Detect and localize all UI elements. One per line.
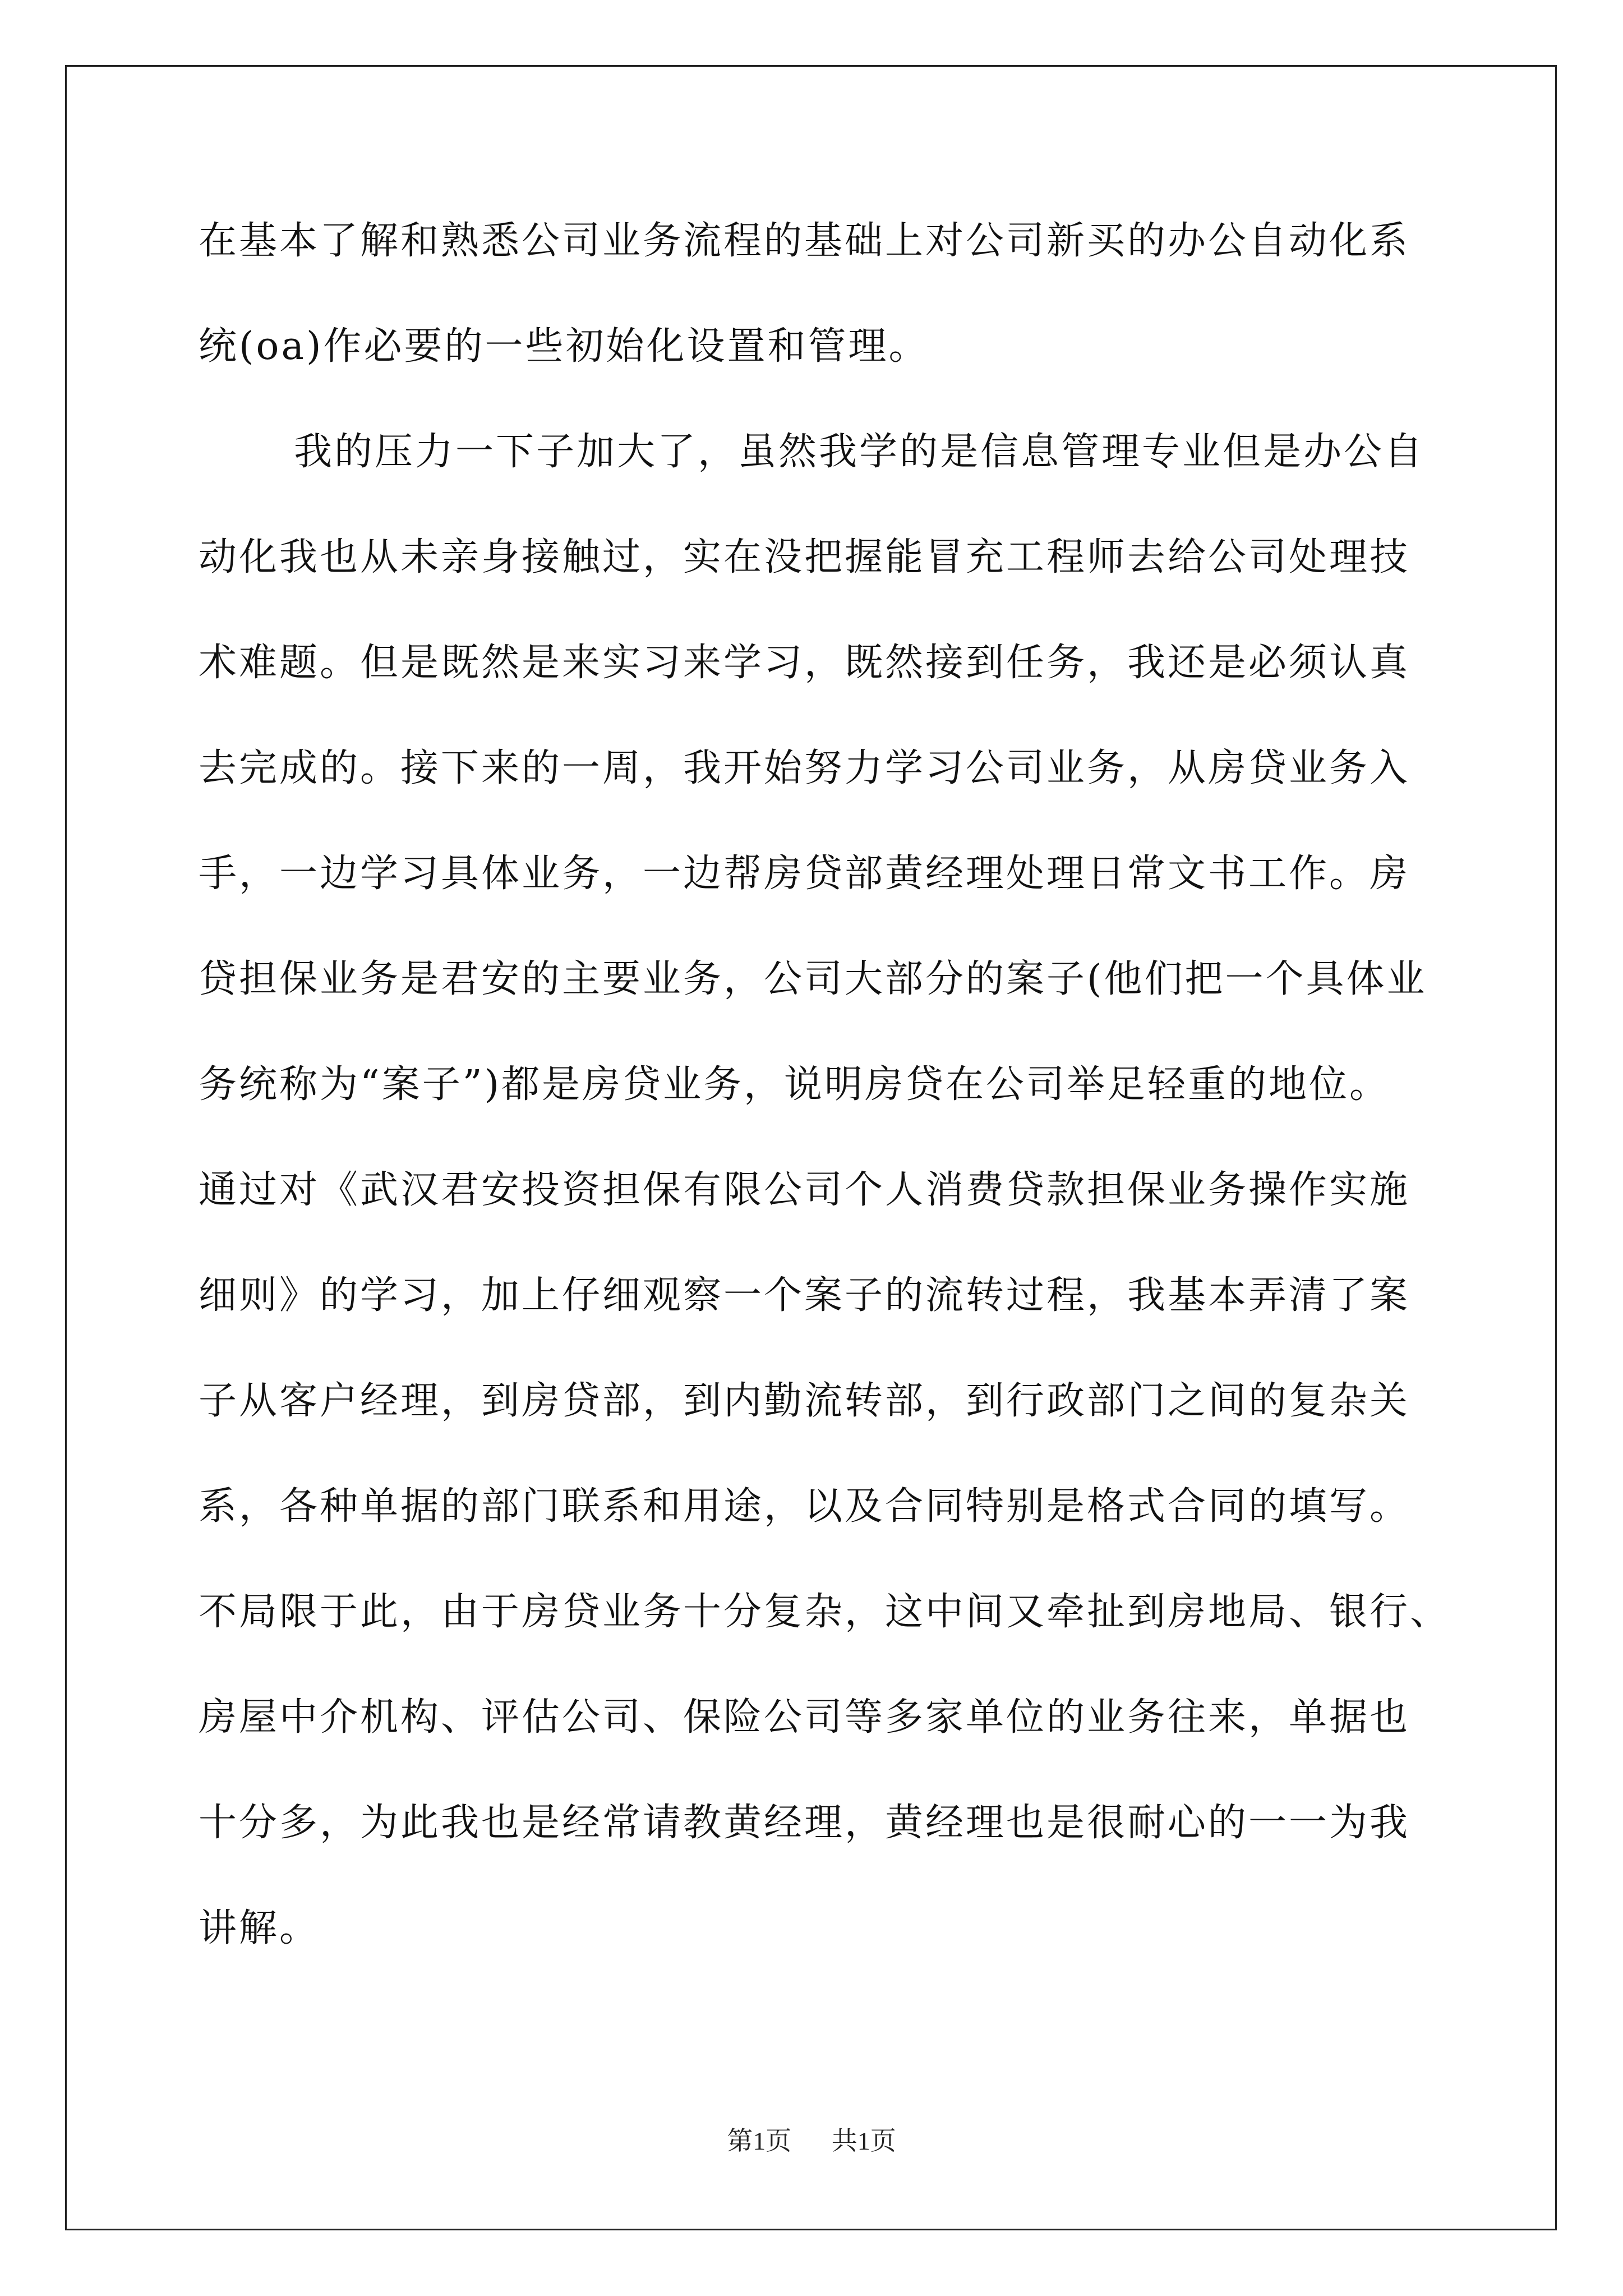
text-line: 务统称为“案子”)都是房贷业务，说明房贷在公司举足轻重的地位。	[199, 1062, 1390, 1107]
text-line: 不局限于此，由于房贷业务十分复杂，这中间又牵扯到房地局、银行、	[199, 1590, 1451, 1634]
text-line: 通过对《武汉君安投资担保有限公司个人消费贷款担保业务操作实施	[199, 1168, 1410, 1212]
text-line: 去完成的。接下来的一周，我开始努力学习公司业务，从房贷业务入	[199, 746, 1410, 790]
document-body	[199, 188, 1466, 1981]
page-footer	[0, 2120, 1623, 2157]
text-line: 手，一边学习具体业务，一边帮房贷部黄经理处理日常文书工作。房	[199, 852, 1410, 896]
text-line: 细则》的学习，加上仔细观察一个案子的流转过程，我基本弄清了案	[199, 1273, 1410, 1318]
text-line: 房屋中介机构、评估公司、保险公司等多家单位的业务往来，单据也	[199, 1695, 1410, 1740]
text-line: 十分多，为此我也是经常请教黄经理，黄经理也是很耐心的一一为我	[199, 1801, 1410, 1845]
text-line: 在基本了解和熟悉公司业务流程的基础上对公司新买的办公自动化系	[199, 219, 1410, 263]
text-line: 讲解。	[199, 1906, 320, 1950]
text-line: 术难题。但是既然是来实习来学习，既然接到任务，我还是必须认真	[199, 641, 1410, 685]
text-line: 动化我也从未亲身接触过，实在没把握能冒充工程师去给公司处理技	[199, 535, 1410, 579]
page-total: 共1页	[831, 2127, 896, 2155]
page-number: 第1页	[727, 2127, 792, 2155]
text-line: 统(oa)作必要的一些初始化设置和管理。	[199, 324, 929, 369]
text-line: 贷担保业务是君安的主要业务，公司大部分的案子(他们把一个具体业	[199, 957, 1427, 1001]
text-line: 我的压力一下子加大了，虽然我学的是信息管理专业但是办公自	[294, 430, 1425, 474]
text-line: 子从客户经理，到房贷部，到内勤流转部，到行政部门之间的复杂关	[199, 1379, 1410, 1423]
text-line: 系，各种单据的部门联系和用途，以及合同特别是格式合同的填写。	[199, 1484, 1410, 1529]
